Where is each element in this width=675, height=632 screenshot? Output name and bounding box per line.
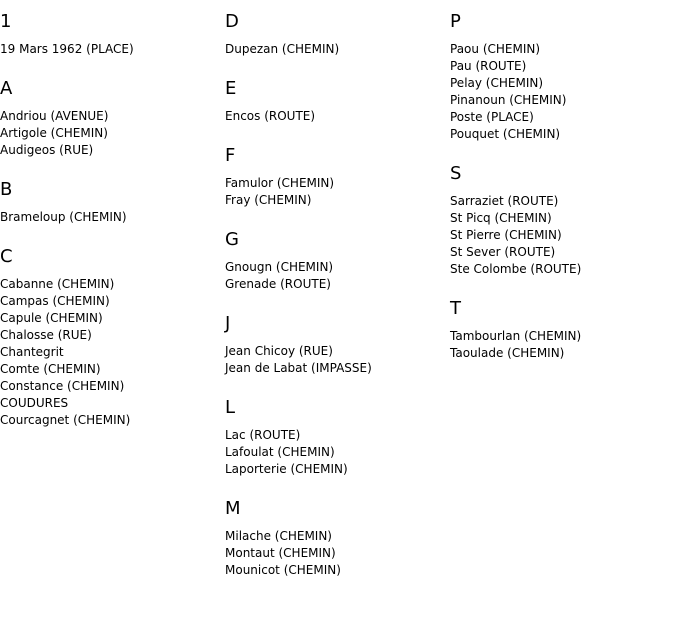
street-entry: Jean de Labat (IMPASSE) — [225, 361, 372, 375]
street-entry: Pouquet (CHEMIN) — [450, 127, 561, 141]
street-list — [450, 328, 675, 362]
letter-section — [225, 11, 450, 58]
section-letter-heading: S — [450, 163, 462, 184]
street-entry: St Sever (ROUTE) — [450, 245, 556, 259]
street-entry: Fray (CHEMIN) — [225, 193, 312, 207]
section-letter-heading: A — [0, 78, 13, 99]
street-entry: COUDURES — [0, 396, 69, 410]
street-entry: Taoulade (CHEMIN) — [450, 346, 565, 360]
street-entry: Mounicot (CHEMIN) — [225, 563, 341, 577]
letter-section — [0, 11, 225, 58]
street-entry: Pelay (CHEMIN) — [450, 76, 544, 90]
street-entry: Pau (ROUTE) — [450, 59, 527, 73]
section-letter-heading: L — [225, 397, 236, 418]
street-entry: Lafoulat (CHEMIN) — [225, 445, 335, 459]
street-entry: Audigeos (RUE) — [0, 143, 94, 157]
street-list — [225, 175, 450, 209]
street-entry: Brameloup (CHEMIN) — [0, 210, 127, 224]
index-column-2 — [225, 0, 450, 599]
section-letter-heading: B — [0, 179, 13, 200]
street-entry: Campas (CHEMIN) — [0, 294, 110, 308]
letter-section — [225, 229, 450, 293]
street-entry: Famulor (CHEMIN) — [225, 176, 335, 190]
street-entry: 19 Mars 1962 (PLACE) — [0, 42, 134, 56]
street-entry: Jean Chicoy (RUE) — [225, 344, 333, 358]
section-letter-heading: D — [225, 11, 239, 32]
street-entry: Grenade (ROUTE) — [225, 277, 331, 291]
street-list — [225, 427, 450, 478]
street-entry: Montaut (CHEMIN) — [225, 546, 336, 560]
street-entry: Cabanne (CHEMIN) — [0, 277, 115, 291]
letter-section — [450, 163, 675, 278]
street-list — [225, 343, 450, 377]
street-entry: Milache (CHEMIN) — [225, 529, 332, 543]
street-entry: Sarraziet (ROUTE) — [450, 194, 559, 208]
street-list — [0, 108, 225, 159]
section-letter-heading: T — [450, 298, 461, 319]
street-entry: Gnougn (CHEMIN) — [225, 260, 334, 274]
section-letter-heading: E — [225, 78, 237, 99]
street-entry: Poste (PLACE) — [450, 110, 534, 124]
index-column-3 — [450, 0, 675, 382]
letter-section — [450, 11, 675, 143]
street-entry: St Pierre (CHEMIN) — [450, 228, 562, 242]
letter-section — [225, 78, 450, 125]
street-list — [450, 193, 675, 278]
street-entry: Artigole (CHEMIN) — [0, 126, 108, 140]
street-entry: Pinanoun (CHEMIN) — [450, 93, 567, 107]
letter-section — [225, 397, 450, 478]
section-letter-heading: F — [225, 145, 236, 166]
street-list — [225, 528, 450, 579]
letter-section — [0, 179, 225, 226]
street-list — [450, 41, 675, 143]
letter-section — [0, 78, 225, 159]
street-entry: Tambourlan (CHEMIN) — [450, 329, 582, 343]
index-column-1 — [0, 0, 225, 449]
section-letter-heading: J — [225, 313, 231, 334]
street-entry: Constance (CHEMIN) — [0, 379, 125, 393]
street-entry: Lac (ROUTE) — [225, 428, 301, 442]
street-list — [225, 41, 450, 58]
letter-section — [225, 498, 450, 579]
street-entry: Dupezan (CHEMIN) — [225, 42, 340, 56]
street-entry: Andriou (AVENUE) — [0, 109, 109, 123]
section-letter-heading: M — [225, 498, 241, 519]
street-list — [225, 108, 450, 125]
section-letter-heading: C — [0, 246, 13, 267]
street-entry: St Picq (CHEMIN) — [450, 211, 552, 225]
street-entry: Courcagnet (CHEMIN) — [0, 413, 131, 427]
street-list — [0, 209, 225, 226]
street-entry: Capule (CHEMIN) — [0, 311, 103, 325]
street-entry: Chantegrit — [0, 345, 64, 359]
street-entry: Paou (CHEMIN) — [450, 42, 541, 56]
letter-section — [0, 246, 225, 429]
street-entry: Comte (CHEMIN) — [0, 362, 101, 376]
letter-section — [225, 145, 450, 209]
street-entry: Encos (ROUTE) — [225, 109, 316, 123]
street-list — [0, 276, 225, 429]
letter-section — [225, 313, 450, 377]
street-entry: Chalosse (RUE) — [0, 328, 92, 342]
section-letter-heading: G — [225, 229, 239, 250]
section-letter-heading: 1 — [0, 11, 12, 32]
section-letter-heading: P — [450, 11, 461, 32]
street-list — [225, 259, 450, 293]
street-entry: Ste Colombe (ROUTE) — [450, 262, 582, 276]
letter-section — [450, 298, 675, 362]
street-list — [0, 41, 225, 58]
street-entry: Laporterie (CHEMIN) — [225, 462, 348, 476]
